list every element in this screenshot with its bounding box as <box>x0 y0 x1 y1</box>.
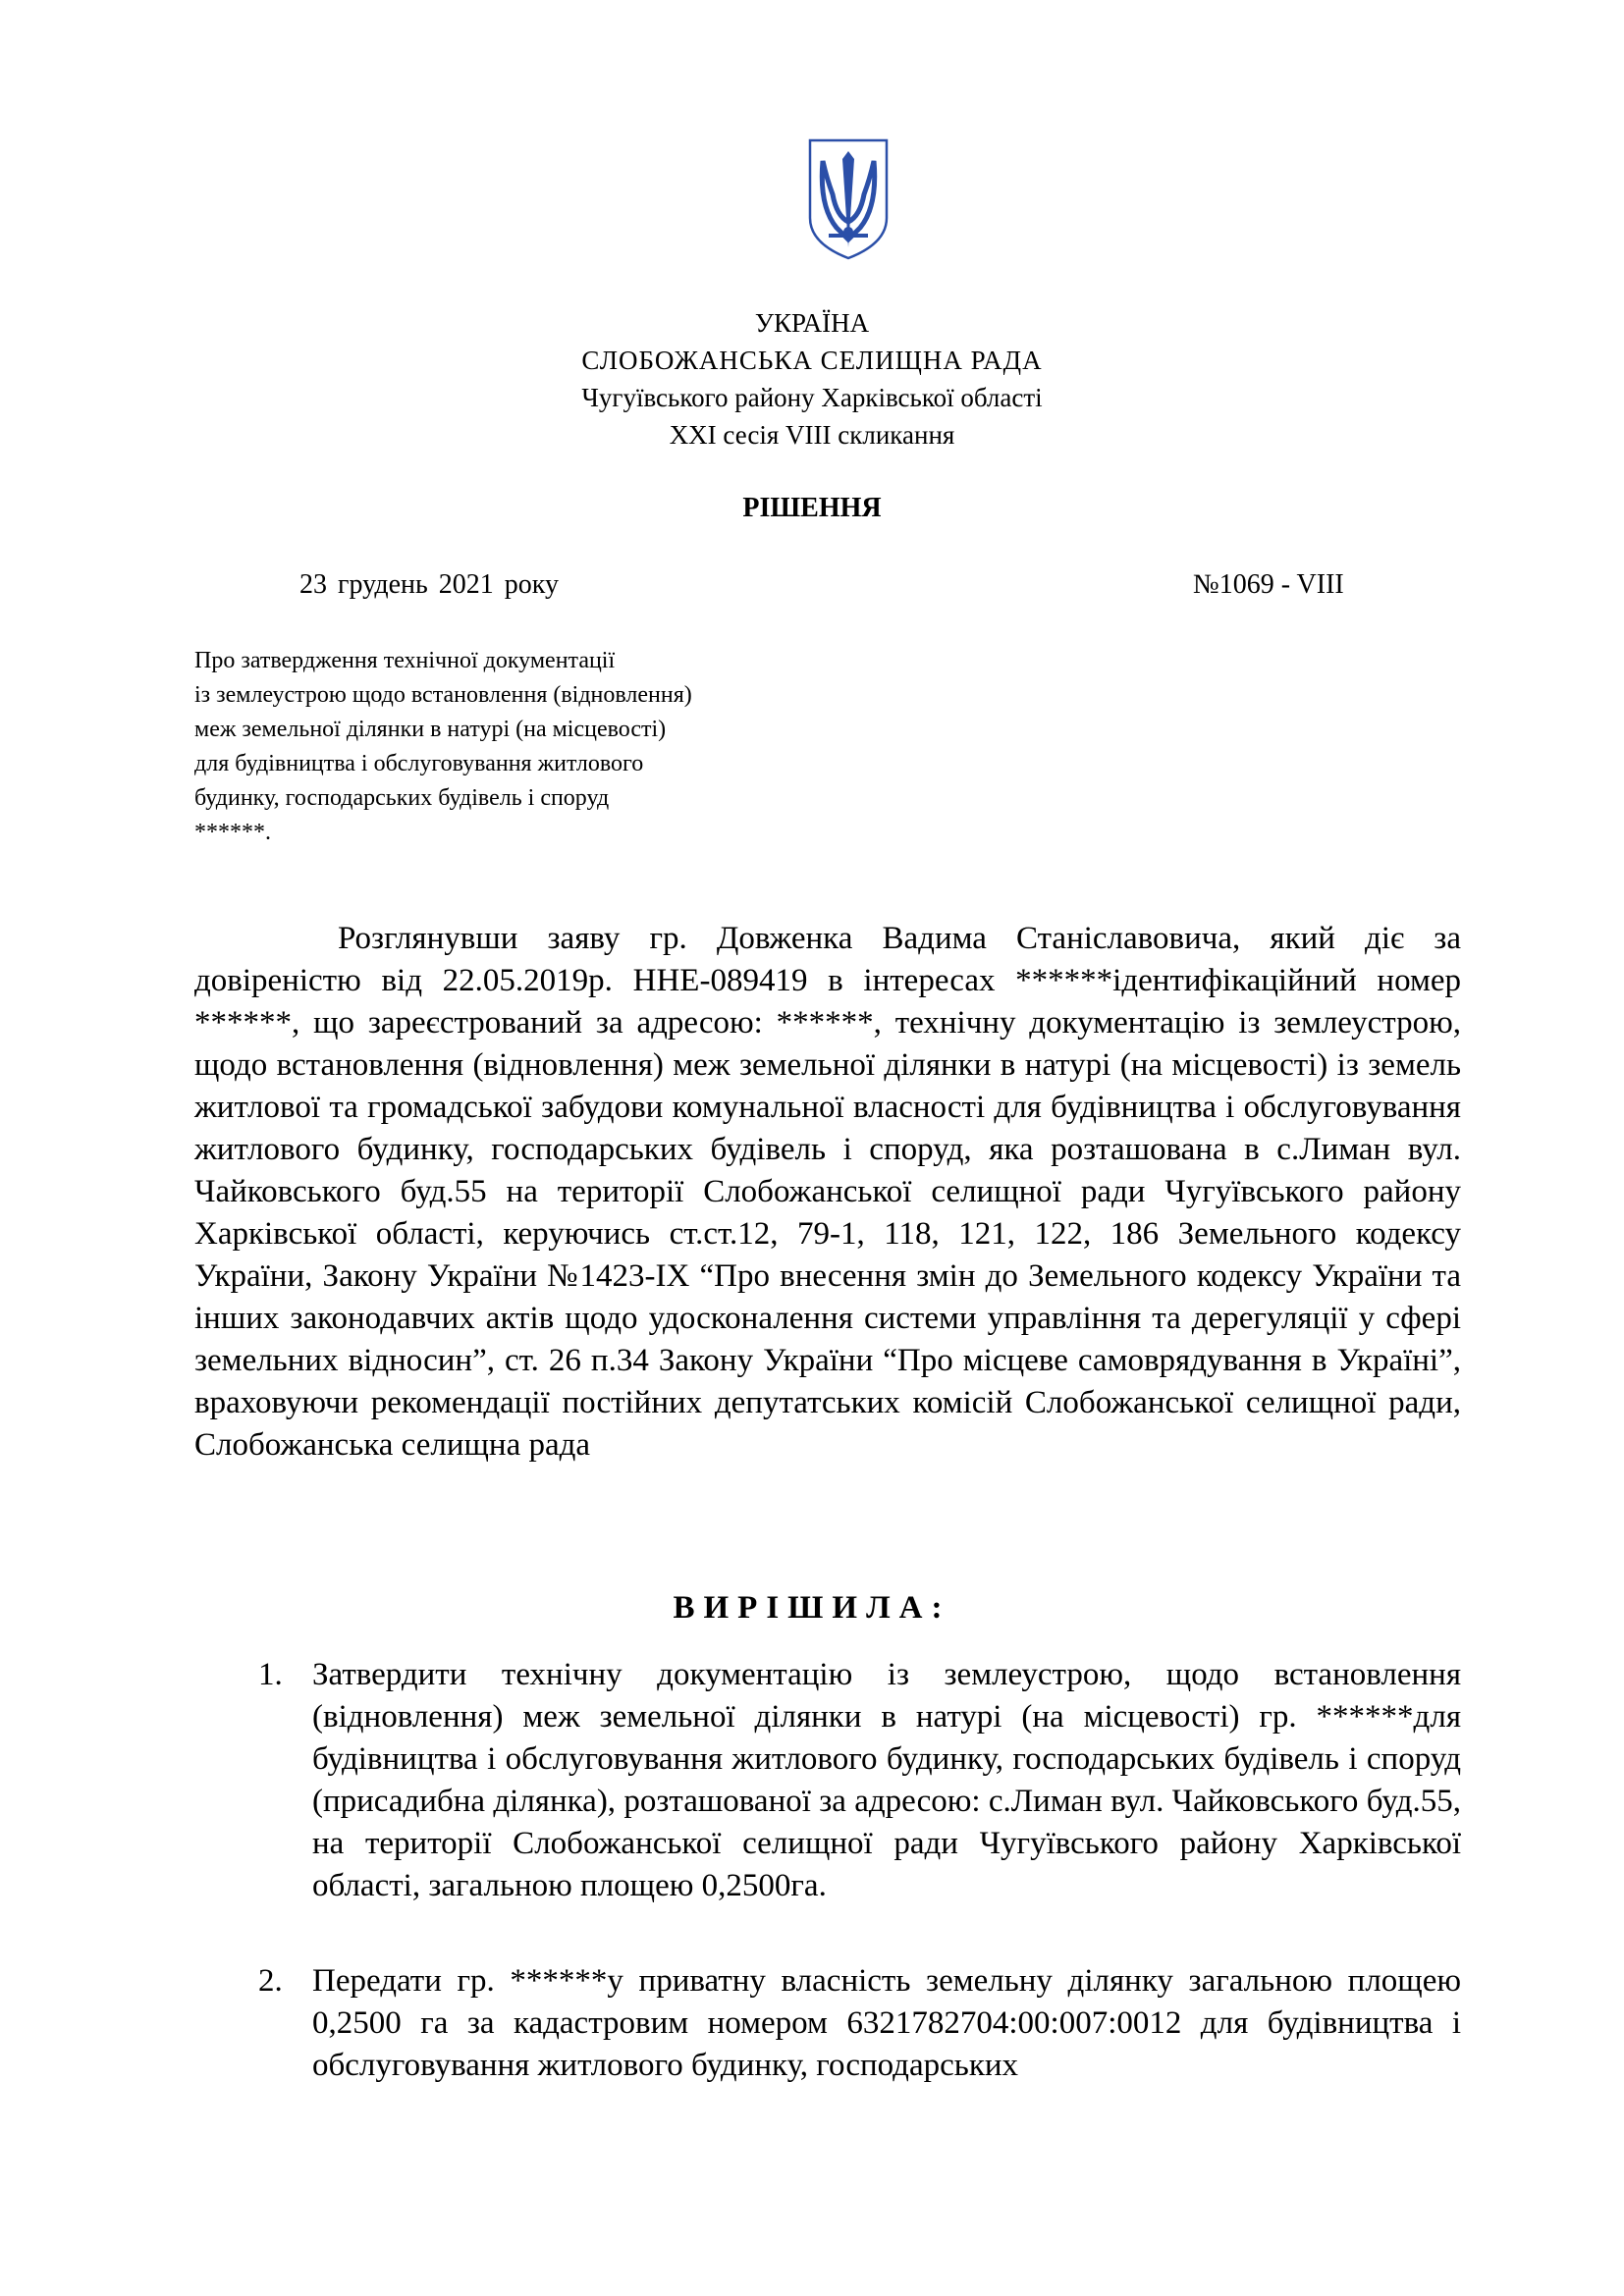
decision-date: 23 грудень 2021 року <box>299 569 559 600</box>
session-info: XXI сесія VIII скликання <box>669 420 955 450</box>
item-text: Затвердити технічну документацію із землеустрою, щодо встановлення (відновлення) меж земельної ділянки в натурі (на місцевості) гр. ******для будівництва і обслуговування житлового будинку, господарських будівель і споруд (присадибна ділянка), розташованої за адресою: с.Лиман вул. Чайковського буд.55, на території Слобожанської селищної ради Чугуївського району Харківської області, загальною площею 0,2500га. <box>312 1657 1461 1903</box>
item-number: 2. <box>258 1963 283 1999</box>
subject-line: із землеустрою щодо встановлення (відновлення) <box>194 682 692 708</box>
preamble-paragraph: Розглянувши заяву гр. Довженка Вадима Станіславовича, який діє за довіреністю від 22.05.2019р. ННЕ-089419 в інтересах ******ідентифікаційний номер ******, що зареєстрований за адресою: ******, технічну документацію із землеустрою, щодо встановлення (відновлення) меж земельної ділянки в натурі (на місцевості) із земель житлової та громадської забудови комунальної власності для будівництва і обслуговування житлового будинку, господарських будівель і споруд, яка розташована в с.Лиман вул. Чайковського буд.55 на території Слобожанської селищної ради Чугуївського району Харківської області, керуючись ст.ст.12, 79-1, 118, 121, 122, 186 Земельного кодексу України, Закону України №1423-IX “Про внесення змін до Земельного кодексу України та інших законодавчих актів щодо удосконалення системи управління та дерегуляції у сфері земельних відносин”, ст. 26 п.34 Закону України “Про місцеве самоврядування в Україні”, враховуючи рекомендації постійних депутатських комісій Слобожанської селищної ради, Слобожанська селищна рада <box>194 921 1461 1463</box>
country-name: УКРАЇНА <box>754 308 870 338</box>
decision-item <box>258 1654 1461 1907</box>
document-type: РІШЕННЯ <box>742 493 882 523</box>
district-name: Чугуївського району Харківської області <box>581 383 1043 412</box>
decision-item <box>258 1960 1461 2087</box>
decided-heading: ВИРІШИЛА: <box>673 1590 951 1626</box>
council-name: СЛОБОЖАНСЬКА СЕЛИЩНА РАДА <box>581 346 1043 375</box>
decision-number: №1069 - VIII <box>1193 569 1344 600</box>
decision-subject <box>194 644 692 850</box>
subject-line: меж земельної ділянки в натурі (на місцевості) <box>194 717 667 742</box>
item-text: Передати гр. ******у приватну власність земельну ділянку загальною площею 0,2500 га за кадастровим номером 6321782704:00:007:0012 для будівництва і обслуговування житлового будинку, господарських <box>312 1963 1461 2083</box>
item-number: 1. <box>258 1657 283 1692</box>
subject-line: для будівництва і обслуговування житлового <box>194 751 644 776</box>
subject-line: Про затвердження технічної документації <box>194 648 616 673</box>
subject-line: будинку, господарських будівель і споруд <box>194 785 610 811</box>
coat-of-arms-icon <box>807 137 890 261</box>
subject-line: ******. <box>194 820 271 845</box>
